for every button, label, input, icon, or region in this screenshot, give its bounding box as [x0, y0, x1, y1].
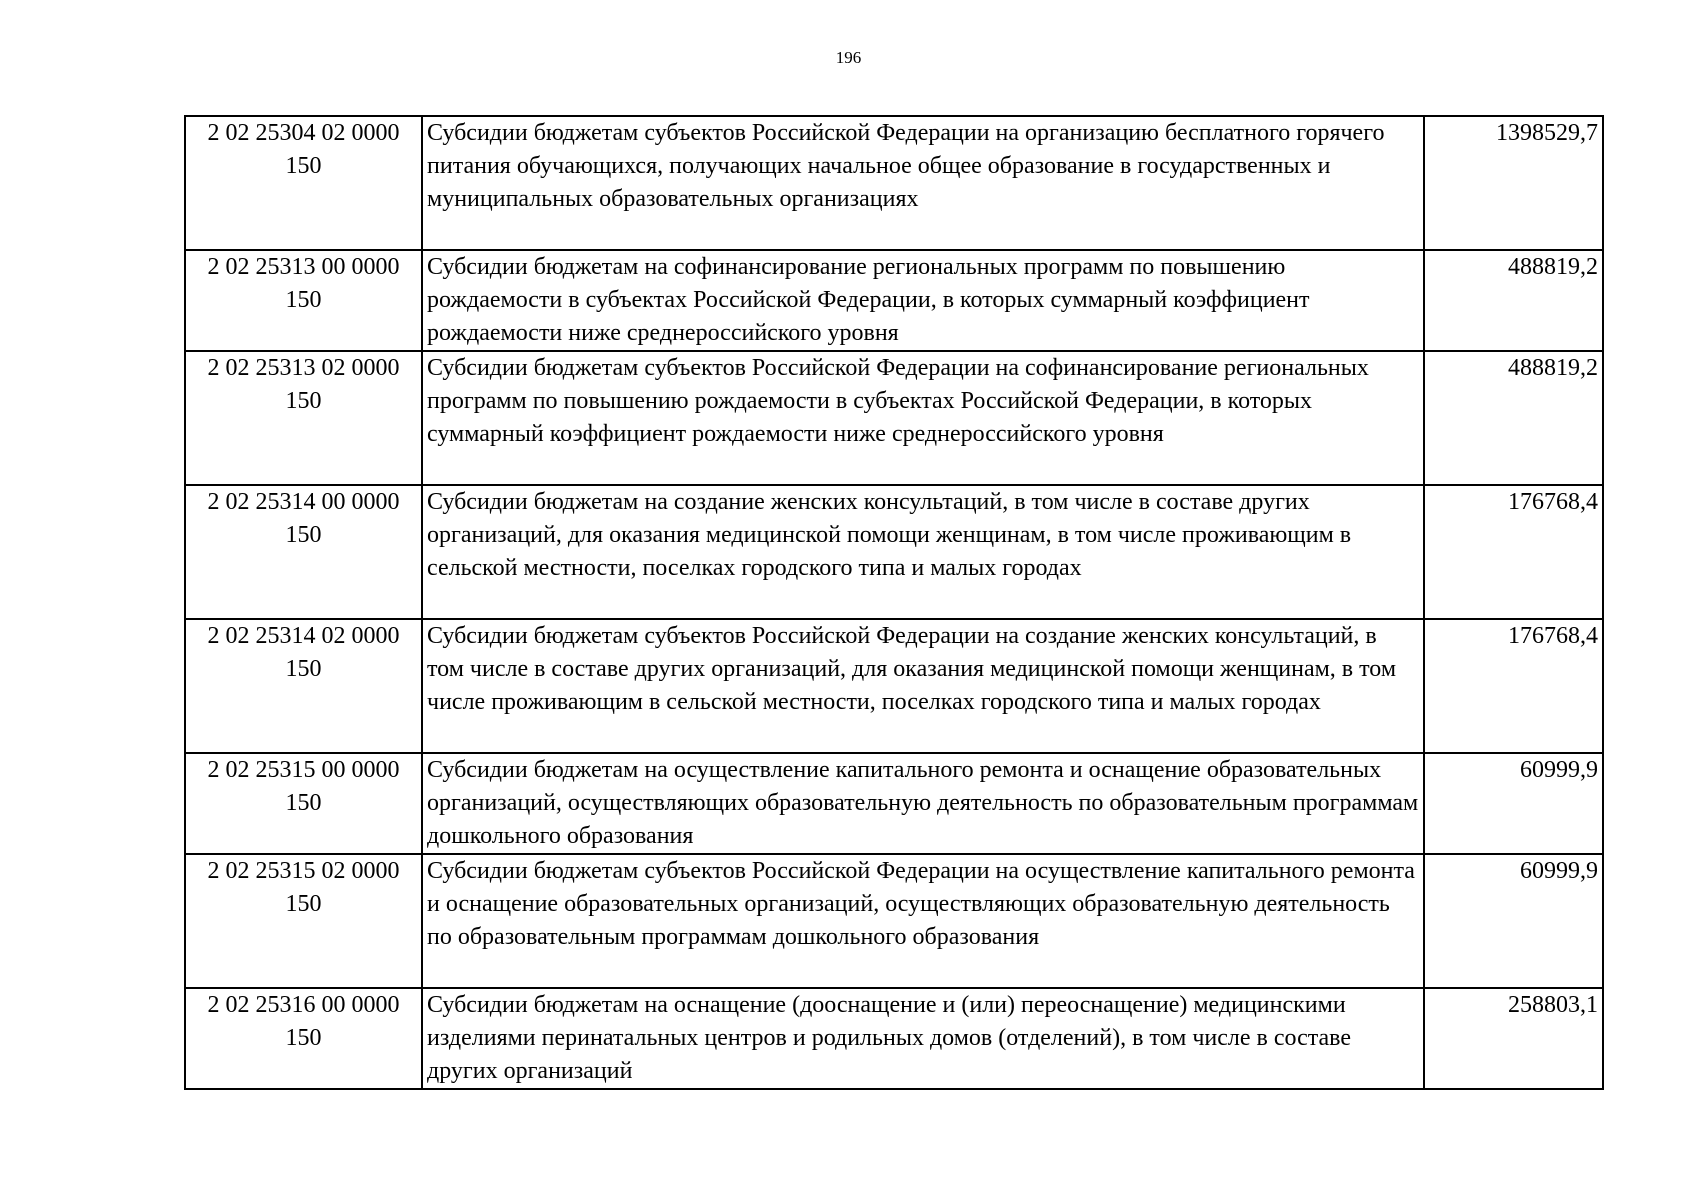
budget-code-cell: [185, 485, 422, 619]
budget-code-main: 2 02 25304 02 0000: [207, 120, 400, 146]
budget-code-suffix: 150: [285, 790, 322, 816]
amount-cell: 176768,4: [1424, 619, 1603, 753]
budget-code-cell: [185, 619, 422, 753]
budget-code-main: 2 02 25313 00 0000: [207, 254, 400, 280]
budget-code-suffix: 150: [285, 1025, 322, 1051]
description-cell: Субсидии бюджетам на создание женских консультаций, в том числе в составе других организаций, для оказания медицинской помощи женщинам, в том числе проживающим в сельской местности, поселках городского типа и малых городах: [422, 485, 1424, 619]
table-row: [185, 753, 1603, 854]
amount-cell: 488819,2: [1424, 351, 1603, 485]
description-cell: Субсидии бюджетам субъектов Российской Федерации на софинансирование региональных программ по повышению рождаемости в субъектах Российской Федерации, в которых суммарный коэффициент рождаемости ниже среднероссийского уровня: [422, 351, 1424, 485]
description-cell: Субсидии бюджетам субъектов Российской Федерации на осуществление капитального ремонта и оснащение образовательных организаций, осуществляющих образовательную деятельность по образовательным программам дошкольного образования: [422, 854, 1424, 988]
table-row: [185, 485, 1603, 619]
table-row: [185, 988, 1603, 1089]
table-row: [185, 250, 1603, 351]
budget-code-cell: [185, 116, 422, 250]
page-number: 196: [835, 48, 862, 67]
description-cell: Субсидии бюджетам субъектов Российской Федерации на организацию бесплатного горячего питания обучающихся, получающих начальное общее образование в государственных и муниципальных образовательных организациях: [422, 116, 1424, 250]
description-cell: Субсидии бюджетам на софинансирование региональных программ по повышению рождаемости в субъектах Российской Федерации, в которых суммарный коэффициент рождаемости ниже среднероссийского уровня: [422, 250, 1424, 351]
budget-code-main: 2 02 25314 02 0000: [207, 623, 400, 649]
budget-code-suffix: 150: [285, 656, 322, 682]
budget-code-main: 2 02 25316 00 0000: [207, 992, 400, 1018]
budget-code-cell: [185, 250, 422, 351]
amount-cell: 60999,9: [1424, 854, 1603, 988]
budget-code-cell: [185, 854, 422, 988]
budget-code-cell: [185, 753, 422, 854]
budget-revenue-table: [184, 115, 1604, 1090]
amount-cell: 60999,9: [1424, 753, 1603, 854]
table-row: [185, 854, 1603, 988]
table-row: [185, 619, 1603, 753]
description-cell: Субсидии бюджетам на оснащение (дооснащение и (или) переоснащение) медицинскими изделиями перинатальных центров и родильных домов (отделений), в том числе в составе других организаций: [422, 988, 1424, 1089]
budget-code-cell: [185, 351, 422, 485]
budget-code-main: 2 02 25314 00 0000: [207, 489, 400, 515]
table-row: [185, 116, 1603, 250]
amount-cell: 488819,2: [1424, 250, 1603, 351]
amount-cell: 176768,4: [1424, 485, 1603, 619]
amount-cell: 1398529,7: [1424, 116, 1603, 250]
budget-code-suffix: 150: [285, 153, 322, 179]
budget-code-main: 2 02 25315 02 0000: [207, 858, 400, 884]
budget-code-suffix: 150: [285, 522, 322, 548]
description-cell: Субсидии бюджетам на осуществление капитального ремонта и оснащение образовательных организаций, осуществляющих образовательную деятельность по образовательным программам дошкольного образования: [422, 753, 1424, 854]
budget-code-main: 2 02 25313 02 0000: [207, 355, 400, 381]
budget-code-cell: [185, 988, 422, 1089]
budget-code-suffix: 150: [285, 287, 322, 313]
table-row: [185, 351, 1603, 485]
budget-code-suffix: 150: [285, 891, 322, 917]
description-cell: Субсидии бюджетам субъектов Российской Федерации на создание женских консультаций, в том числе в составе других организаций, для оказания медицинской помощи женщинам, в том числе проживающим в сельской местности, поселках городского типа и малых городах: [422, 619, 1424, 753]
budget-code-main: 2 02 25315 00 0000: [207, 757, 400, 783]
budget-code-suffix: 150: [285, 388, 322, 414]
amount-cell: 258803,1: [1424, 988, 1603, 1089]
